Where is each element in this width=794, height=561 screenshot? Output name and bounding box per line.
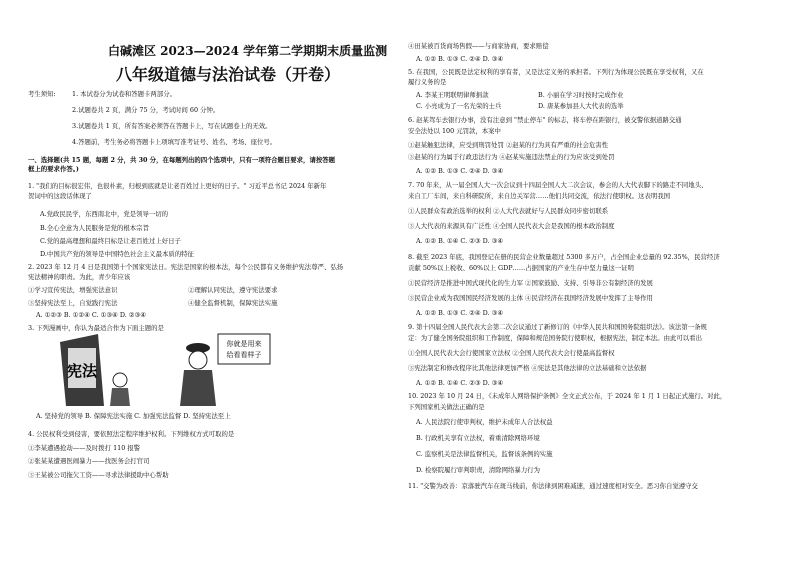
statement-option: ①赵某触犯法律，应受到刑罚处罚 ②赵某的行为具有严重的社会危害性: [408, 141, 609, 149]
answer-options: A. ①②③ B. ①②④ C. ①③④ D. ②③④: [36, 311, 146, 319]
answer-option: D. 检察院履行审判职责，清除网络暴力行为: [416, 466, 540, 474]
bubble-text: 你就是用来: [226, 340, 262, 348]
answer-options: A. ①② B. ①④ C. ②③ D. ③④: [416, 379, 504, 387]
answer-option: C. 监察机关是法律监督机关，监督该条例的实施: [416, 450, 553, 458]
section1-heading: 一、选择题(共 15 题，每题 2 分，共 30 分，在每题列出的四个选项中，只有一项符合题目要求，请按答题: [28, 156, 336, 164]
statement-option: ③人大代表的来源具有广泛性 ④全国人民代表大会是我国的根本政治制度: [408, 222, 615, 230]
official-body-icon: [180, 370, 216, 406]
official-head-icon: [189, 351, 207, 369]
statement-option: ①全国人民代表大会行使国家立法权 ②全国人民代表大会行使最高监督权: [408, 349, 615, 357]
question-text: 9. 第十四届全国人民代表大会第二次会议通过了新修订的《中华人民共和国国务院组织法》。该法第一条规: [408, 323, 707, 331]
answer-option: D. 唐某参加县人大代表的选举: [538, 102, 624, 110]
person-head-icon: [113, 373, 127, 387]
question-text: 6. 赵某驾车去银行办事，没有注意到 "禁止停车" 的标志，将车停在距银行，被交警依据道路交通: [408, 116, 682, 124]
question-text: 11. "交警为改善：京落驶汽车在斑马线前，你法律到困难减速，通过速度相对安全。恶习你自觉遵守交: [408, 482, 698, 490]
book-label: 宪法: [66, 362, 98, 380]
question-text: 3. 下列漫画中，你认为最适合作为下面主题的是: [28, 324, 164, 332]
notice-item: 4.答题前，考生务必将答题卡上项填写准考证号、姓名、考场、座位号。: [72, 138, 277, 146]
exam-title-line1: 白碱滩区 2023—2024 学年第二学期期末质量监测: [108, 44, 388, 58]
notice-item: 1. 本试卷分为试卷和答题卡两部分。: [72, 90, 176, 98]
question-text: 7. 70 年来，从一届全国人大一次会议到十四届全国人大二次会议，参会的人大代表脚下的路走不同地头、: [408, 181, 708, 189]
answer-option: A.党政民民学，东西南北中，党是领导一切的: [40, 210, 169, 218]
question-text: 2. 2023 年 12 月 4 日是我国第十个国家宪法日。宪法是国家的根本法，每个公民都有义务维护宪法尊严、弘扬: [28, 263, 344, 271]
answer-options: A. ①② B. ①③ C. ②④ D. ③④: [416, 55, 504, 63]
cartoon-illustration: [48, 330, 278, 408]
notice-item: 3.试题卷共 1 页，所有答案必须答在答题卡上，写在试题卷上的无效。: [72, 122, 272, 130]
section1-heading: 框上的要求作答。): [28, 165, 79, 173]
answer-option: B. 小丽在学习时按时完成作业: [538, 91, 624, 99]
question-text: 4. 公民权利受到侵害，要依照法定程序维护权利。下列维权方式可取的是: [28, 430, 235, 438]
statement-option: ①李某遭遇抢劫——及时拨打 110 报警: [28, 444, 141, 452]
question-text: 8. 截至 2023 年底，我国登记在册的民营企业数量超过 5300 多万户，占全国企业总量的 92.35%，民营经济: [408, 253, 720, 261]
statement-option: ④健全监督机制，保障宪法实施: [188, 299, 278, 307]
question-text: 贺词中的这段话体现了: [28, 192, 92, 200]
statement-option: ③坚持宪法至上，自觉践行宪法: [28, 299, 118, 307]
question-text: 下列国家机关做法正确的是: [408, 403, 485, 411]
answer-option: C. 小亮成为了一名光荣的士兵: [416, 102, 502, 110]
answer-option: B. 行政机关享有立法权，着重清除网络环境: [416, 434, 540, 442]
statement-option: ③王某被公司拖欠工资——寻求法律援助中心帮助: [28, 471, 169, 479]
answer-options: A. ①② B. ①③ C. ②④ D. ③④: [416, 309, 504, 317]
speech-bubble: [218, 334, 270, 364]
statement-option: ③赵某的行为属于行政违法行为 ④赵某实施违法禁止的行为应该受到处罚: [408, 153, 615, 161]
question-text: 5. 在我国，公民既是法定权利的享有者，又是法定义务的承担者。下列行为体现公民既在享受权利，又在: [408, 68, 704, 76]
question-text: 1. "我们的目标很宏伟，也很朴素，归根到底就是让老百姓过上更好的日子。" 习近平总书记 2024 年新年: [28, 182, 327, 190]
question-text: 贡献 50%以上税收、60%以上 GDP……占据国家的产业生存中坚力量这一证明: [408, 264, 634, 272]
question-text: 宪法精神的职责。为此，青少年应该: [28, 273, 131, 281]
answer-options: A. ①② B. ①④ C. ②③ D. ③④: [416, 237, 504, 245]
answer-options: A. 坚持党的领导 B. 保障宪法实施 C. 加强宪法监督 D. 坚持宪法至上: [36, 412, 231, 420]
statement-option: ②理解认同宪法，遵守宪法要求: [188, 286, 278, 294]
answer-option: D.中国共产党的领导是中国特色社会主义最本质的特征: [40, 250, 194, 258]
answer-options: A. ①② B. ①③ C. ②④ D. ③④: [416, 167, 504, 175]
question-text: 履行义务的是: [408, 78, 447, 86]
statement-option: ①人民群众有政治选举的权利 ②人大代表就好与人民群众同步密切联系: [408, 207, 609, 215]
question-text: 定：为了健全国务院组织和工作制度，保障和规范国务院行使职权，根据宪法，制定本法。由此可以看出: [408, 334, 702, 342]
answer-option: C.党的最高理想和最终目标是让老百姓过上好日子: [40, 237, 181, 245]
question-text: 安全法处以 100 元罚款，本案中: [408, 127, 501, 135]
statement-option: ④田某被百货商场售假——与商家协商，要求赔偿: [408, 42, 549, 50]
answer-option: A. 李某王明联明律师捐款: [416, 91, 489, 99]
exam-title-line2: 八年级道德与法治试卷（开卷）: [116, 65, 341, 84]
answer-option: B.全心全意为人民服务是党的根本宗旨: [40, 224, 149, 232]
bubble-text: 给看看样子: [226, 351, 262, 359]
statement-option: ③宪法制定和修改程序比其他法律更加严格 ④宪法是其他法律的立法基础和立法依据: [408, 364, 647, 372]
answer-option: A. 人民法院行使审判权，维护未成年人合法权益: [416, 418, 553, 426]
statement-option: ①学习宣传宪法，增强宪法意识: [28, 286, 118, 294]
statement-option: ①民营经济是推进中国式现代化的生力军 ②国家鼓励、支持、引导非公有制经济的发展: [408, 279, 653, 287]
question-text: 来自工厂车间，来自科研院所，来自边关军营……他们共同交流，依法行使职权。这表明我国: [408, 192, 671, 200]
notice-label: 考生须知:: [28, 90, 56, 98]
statement-option: ②张某某遭遇医闹暴力——找医务会打官司: [28, 457, 150, 465]
person-body-icon: [110, 388, 130, 406]
statement-option: ③民营企业成为我国国民经济发展的主体 ④民营经济在我国经济发展中发挥了主导作用: [408, 294, 653, 302]
question-text: 10. 2023 年 10 月 24 日，《未成年人网络保护条例》全文正式公布，于 2024 年 1 月 1 日起正式施行。对此，: [408, 392, 727, 400]
notice-item: 2.试题卷共 2 页，满分 75 分，考试时间 60 分钟。: [72, 106, 220, 114]
